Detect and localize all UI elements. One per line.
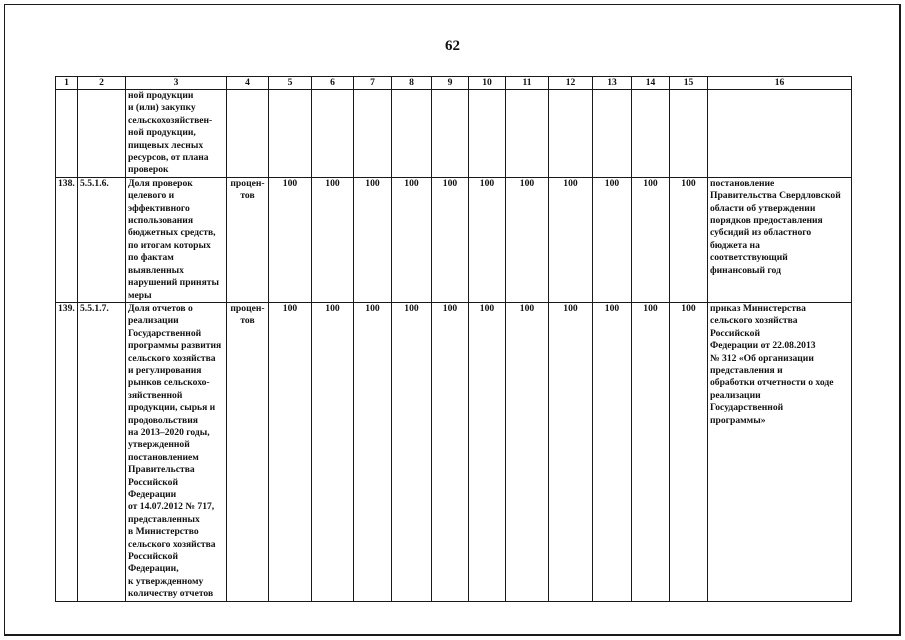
column-header-5: 5 <box>269 77 312 90</box>
column-header-1: 1 <box>56 77 78 90</box>
indicators-table <box>55 76 852 602</box>
column-header-3: 3 <box>126 77 227 90</box>
unit-cell: процен- тов <box>227 177 269 302</box>
target-value-cell: 100 <box>506 302 549 601</box>
row-code-cell: 5.5.1.6. <box>78 177 126 302</box>
column-header-14: 14 <box>632 77 670 90</box>
target-value-cell: 100 <box>392 177 432 302</box>
column-header-12: 12 <box>549 77 593 90</box>
target-value-cell: 100 <box>593 177 632 302</box>
target-value-cell: 100 <box>392 302 432 601</box>
target-value-cell: 100 <box>593 302 632 601</box>
page-number: 62 <box>445 38 460 54</box>
legal-basis-cell: постановление Правительства Свердловской области об утверждении порядков предоставления субсидий из областного бюджета на соответствующий финансовый год <box>708 177 852 302</box>
target-value-cell: 100 <box>354 302 392 601</box>
column-header-11: 11 <box>506 77 549 90</box>
legal-basis-cell: приказ Министерства сельского хозяйства Российской Федерации от 22.08.2013 № 312 «Об организации представления и обработки отчетности о ходе реализации Государственной программы» <box>708 302 852 601</box>
row-number-cell: 138. <box>56 177 78 302</box>
target-value-cell: 100 <box>312 177 354 302</box>
target-value-cell: 100 <box>549 302 593 601</box>
indicator-description-cell: Доля проверок целевого и эффективного использования бюджетных средств, по итогам которых по фактам выявленных нарушений приняты меры <box>126 177 227 302</box>
target-value-cell: 100 <box>670 177 708 302</box>
table-row <box>56 90 852 178</box>
target-value-cell: 100 <box>506 177 549 302</box>
indicator-description-cell: Доля отчетов о реализации Государственной программы развития сельского хозяйства и регулирования рынков сельскохо- зяйственной продукции, сырья и продовольствия на 2013–2020 годы, утвержденной постановлением Правительства Российской Федерации от 14.07.2012 № 717, представленных в Министерство сельского хозяйства Российской Федерации, к утвержденному количеству отчетов <box>126 302 227 601</box>
target-value-cell: 100 <box>469 302 506 601</box>
target-value-cell <box>593 90 632 178</box>
target-value-cell <box>670 90 708 178</box>
column-header-16: 16 <box>708 77 852 90</box>
target-value-cell: 100 <box>312 302 354 601</box>
column-header-9: 9 <box>432 77 469 90</box>
indicator-description-cell: ной продукции и (или) закупку сельскохозяйствен- ной продукции, пищевых лесных ресурсов, от плана проверок <box>126 90 227 178</box>
column-header-4: 4 <box>227 77 269 90</box>
target-value-cell <box>506 90 549 178</box>
column-header-8: 8 <box>392 77 432 90</box>
target-value-cell: 100 <box>432 177 469 302</box>
column-header-10: 10 <box>469 77 506 90</box>
column-number-row <box>56 77 852 90</box>
target-value-cell <box>549 90 593 178</box>
target-value-cell: 100 <box>670 302 708 601</box>
column-header-7: 7 <box>354 77 392 90</box>
unit-cell: процен- тов <box>227 302 269 601</box>
row-number-cell: 139. <box>56 302 78 601</box>
target-value-cell: 100 <box>469 177 506 302</box>
target-value-cell <box>632 90 670 178</box>
column-header-2: 2 <box>78 77 126 90</box>
unit-cell <box>227 90 269 178</box>
column-header-6: 6 <box>312 77 354 90</box>
target-value-cell: 100 <box>269 302 312 601</box>
row-code-cell <box>78 90 126 178</box>
target-value-cell: 100 <box>432 302 469 601</box>
target-value-cell <box>392 90 432 178</box>
column-header-13: 13 <box>593 77 632 90</box>
target-value-cell <box>312 90 354 178</box>
target-value-cell: 100 <box>354 177 392 302</box>
table-row <box>56 177 852 302</box>
target-value-cell: 100 <box>632 302 670 601</box>
table-body <box>56 90 852 602</box>
target-value-cell <box>269 90 312 178</box>
target-value-cell: 100 <box>632 177 670 302</box>
target-value-cell: 100 <box>269 177 312 302</box>
target-value-cell <box>432 90 469 178</box>
target-value-cell <box>354 90 392 178</box>
target-value-cell <box>469 90 506 178</box>
row-code-cell: 5.5.1.7. <box>78 302 126 601</box>
target-value-cell: 100 <box>549 177 593 302</box>
table-row <box>56 302 852 601</box>
legal-basis-cell <box>708 90 852 178</box>
column-header-15: 15 <box>670 77 708 90</box>
row-number-cell <box>56 90 78 178</box>
